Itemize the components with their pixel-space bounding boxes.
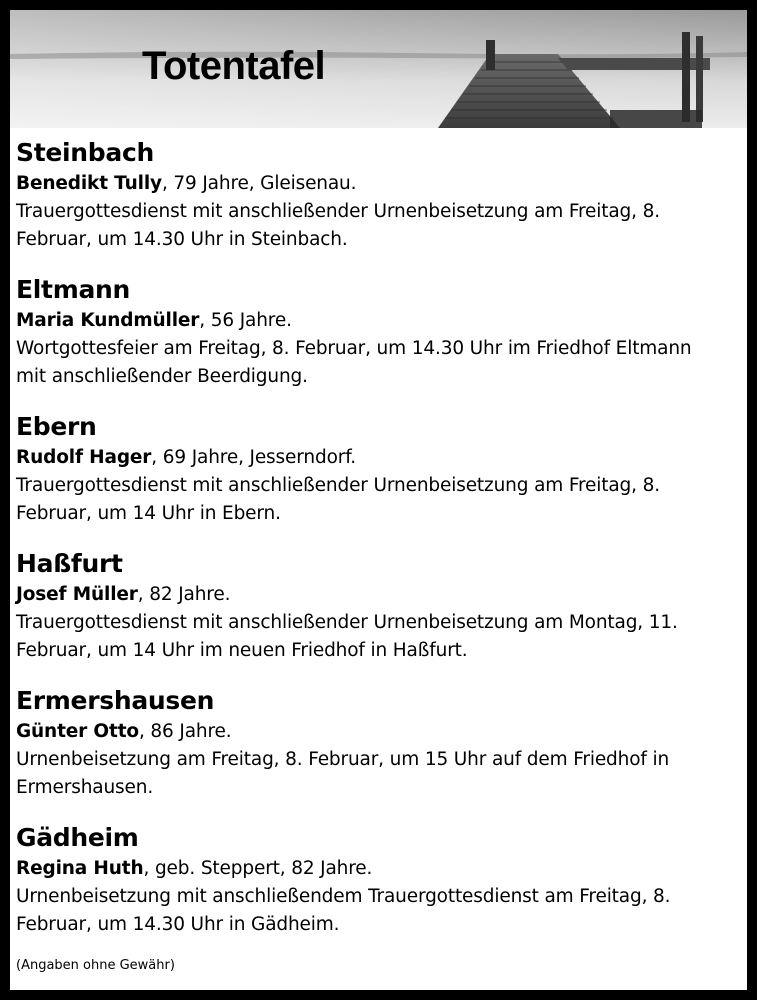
person-line: [16, 855, 745, 883]
service-text: Trauergottesdienst mit anschließender Urnenbeisetzung am Montag, 11.: [16, 612, 678, 633]
service-text: Februar, um 14 Uhr in Ebern.: [16, 503, 281, 524]
person-line: [16, 307, 745, 335]
service-text: Urnenbeisetzung am Freitag, 8. Februar, um 15 Uhr auf dem Friedhof in: [16, 749, 670, 770]
person-name: Benedikt Tully: [16, 173, 162, 194]
person-line: [16, 718, 745, 746]
person-name: Rudolf Hager: [16, 447, 152, 468]
place-heading: Steinbach: [16, 138, 154, 167]
place-heading: Haßfurt: [16, 549, 123, 578]
service-text: mit anschließender Beerdigung.: [16, 366, 308, 387]
page-title: Totentafel: [142, 44, 326, 88]
obituary-entry: [16, 547, 745, 665]
person-line: [16, 444, 745, 472]
obituary-entry: [16, 684, 745, 802]
person-line: [16, 170, 745, 198]
service-text: Februar, um 14 Uhr im neuen Friedhof in Haßfurt.: [16, 640, 468, 661]
jetty-lake-image: [10, 10, 747, 128]
person-name: Maria Kundmüller: [16, 310, 200, 331]
person-details: , 86 Jahre.: [138, 721, 232, 742]
service-text: Wortgottesfeier am Freitag, 8. Februar, um 14.30 Uhr im Friedhof Eltmann: [16, 338, 692, 359]
person-details: , 56 Jahre.: [199, 310, 292, 331]
header-banner: [10, 10, 747, 128]
place-heading: Gädheim: [16, 823, 139, 852]
disclaimer-note: (Angaben ohne Gewähr): [16, 958, 175, 973]
obituary-list: [16, 136, 745, 958]
service-text: Ermershausen.: [16, 777, 154, 798]
obituary-entry: [16, 273, 745, 391]
obituary-entry: [16, 821, 745, 939]
service-text: Trauergottesdienst mit anschließender Urnenbeisetzung am Freitag, 8.: [16, 475, 660, 496]
service-text: Urnenbeisetzung mit anschließendem Trauergottesdienst am Freitag, 8.: [16, 886, 671, 907]
place-heading: Ebern: [16, 412, 97, 441]
person-line: [16, 581, 745, 609]
service-text: Februar, um 14.30 Uhr in Gädheim.: [16, 914, 340, 935]
service-text: Trauergottesdienst mit anschließender Urnenbeisetzung am Freitag, 8.: [16, 201, 660, 222]
person-details: , 82 Jahre.: [137, 584, 231, 605]
person-name: Günter Otto: [16, 721, 139, 742]
person-details: , 69 Jahre, Jesserndorf.: [151, 447, 356, 468]
person-details: , geb. Steppert, 82 Jahre.: [143, 858, 373, 879]
service-text: Februar, um 14.30 Uhr in Steinbach.: [16, 229, 348, 250]
person-name: Josef Müller: [16, 584, 138, 605]
person-details: , 79 Jahre, Gleisenau.: [161, 173, 357, 194]
place-heading: Ermershausen: [16, 686, 215, 715]
obituary-entry: [16, 136, 745, 254]
person-name: Regina Huth: [16, 858, 144, 879]
obituary-notice: [10, 10, 747, 990]
obituary-entry: [16, 410, 745, 528]
place-heading: Eltmann: [16, 275, 131, 304]
